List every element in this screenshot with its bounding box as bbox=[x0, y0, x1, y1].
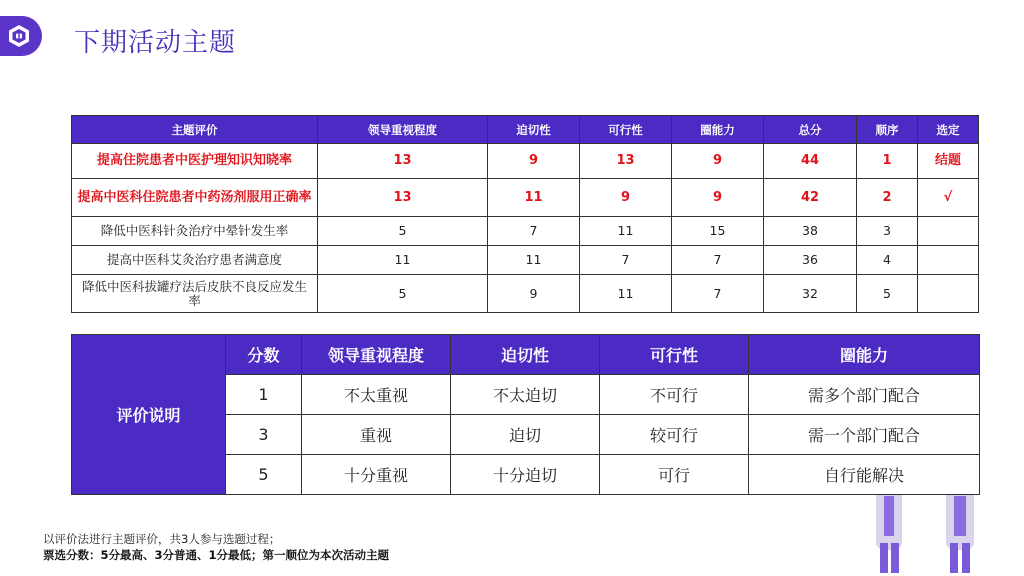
feasibility-score-cell: 11 bbox=[580, 217, 672, 246]
leadership-score-cell: 13 bbox=[318, 179, 488, 217]
column-header: 领导重视程度 bbox=[302, 335, 451, 375]
selected-cell: 结题 bbox=[918, 144, 979, 179]
topic-selection-table bbox=[71, 115, 979, 313]
urgency-score-cell: 9 bbox=[488, 275, 580, 313]
evaluation-description-label: 评价说明 bbox=[72, 335, 226, 495]
capability-score-cell: 15 bbox=[672, 217, 764, 246]
topic-name-cell: 提高住院患者中医护理知识知晓率 bbox=[72, 144, 318, 179]
table-row bbox=[72, 217, 979, 246]
feasibility-score-cell: 7 bbox=[580, 246, 672, 275]
selected-cell bbox=[918, 246, 979, 275]
capability-score-cell: 7 bbox=[672, 275, 764, 313]
column-header: 领导重视程度 bbox=[318, 116, 488, 144]
feasibility-score-cell: 13 bbox=[580, 144, 672, 179]
topic-name-cell: 提高中医科艾灸治疗患者满意度 bbox=[72, 246, 318, 275]
urgency-score-cell: 9 bbox=[488, 144, 580, 179]
table-row bbox=[72, 144, 979, 179]
column-header: 总分 bbox=[764, 116, 857, 144]
column-header: 迫切性 bbox=[488, 116, 580, 144]
table-row bbox=[72, 275, 979, 313]
order-cell: 5 bbox=[857, 275, 918, 313]
leadership-criteria-cell: 十分重视 bbox=[302, 455, 451, 495]
table-row bbox=[72, 179, 979, 217]
logo-badge bbox=[0, 16, 42, 56]
score-cell: 1 bbox=[226, 375, 302, 415]
leadership-score-cell: 13 bbox=[318, 144, 488, 179]
capability-score-cell: 9 bbox=[672, 144, 764, 179]
hexagon-logo-icon bbox=[8, 24, 30, 48]
feasibility-score-cell: 11 bbox=[580, 275, 672, 313]
capability-criteria-cell: 自行能解决 bbox=[749, 455, 980, 495]
topic-name-cell: 降低中医科拔罐疗法后皮肤不良反应发生率 bbox=[72, 275, 318, 313]
selected-cell bbox=[918, 217, 979, 246]
total-score-cell: 38 bbox=[764, 217, 857, 246]
order-cell: 2 bbox=[857, 179, 918, 217]
page-title: 下期活动主题 bbox=[74, 28, 237, 58]
column-header: 分数 bbox=[226, 335, 302, 375]
selected-cell bbox=[918, 275, 979, 313]
column-header: 主题评价 bbox=[72, 116, 318, 144]
feasibility-criteria-cell: 较可行 bbox=[600, 415, 749, 455]
leadership-score-cell: 11 bbox=[318, 246, 488, 275]
capability-criteria-cell: 需一个部门配合 bbox=[749, 415, 980, 455]
column-header: 顺序 bbox=[857, 116, 918, 144]
urgency-criteria-cell: 不太迫切 bbox=[451, 375, 600, 415]
order-cell: 4 bbox=[857, 246, 918, 275]
order-cell: 3 bbox=[857, 217, 918, 246]
leadership-criteria-cell: 重视 bbox=[302, 415, 451, 455]
leadership-score-cell: 5 bbox=[318, 275, 488, 313]
column-header: 可行性 bbox=[600, 335, 749, 375]
selected-cell: √ bbox=[918, 179, 979, 217]
capability-criteria-cell: 需多个部门配合 bbox=[749, 375, 980, 415]
column-header: 圈能力 bbox=[749, 335, 980, 375]
urgency-score-cell: 11 bbox=[488, 179, 580, 217]
column-header: 选定 bbox=[918, 116, 979, 144]
total-score-cell: 42 bbox=[764, 179, 857, 217]
scoring-criteria-table bbox=[71, 334, 980, 495]
urgency-criteria-cell: 十分迫切 bbox=[451, 455, 600, 495]
table-header-row bbox=[72, 335, 980, 375]
feasibility-criteria-cell: 可行 bbox=[600, 455, 749, 495]
score-cell: 5 bbox=[226, 455, 302, 495]
column-header: 可行性 bbox=[580, 116, 672, 144]
total-score-cell: 36 bbox=[764, 246, 857, 275]
urgency-score-cell: 7 bbox=[488, 217, 580, 246]
column-header: 迫切性 bbox=[451, 335, 600, 375]
leadership-criteria-cell: 不太重视 bbox=[302, 375, 451, 415]
column-header: 圈能力 bbox=[672, 116, 764, 144]
capability-score-cell: 9 bbox=[672, 179, 764, 217]
capability-score-cell: 7 bbox=[672, 246, 764, 275]
leadership-score-cell: 5 bbox=[318, 217, 488, 246]
feasibility-score-cell: 9 bbox=[580, 179, 672, 217]
order-cell: 1 bbox=[857, 144, 918, 179]
urgency-score-cell: 11 bbox=[488, 246, 580, 275]
topic-name-cell: 降低中医科针灸治疗中晕针发生率 bbox=[72, 217, 318, 246]
table-row bbox=[72, 246, 979, 275]
urgency-criteria-cell: 迫切 bbox=[451, 415, 600, 455]
total-score-cell: 44 bbox=[764, 144, 857, 179]
scoring-note: 票选分数：5分最高、3分普通、1分最低；第一顺位为本次活动主题 bbox=[43, 548, 390, 562]
total-score-cell: 32 bbox=[764, 275, 857, 313]
score-cell: 3 bbox=[226, 415, 302, 455]
table-header-row bbox=[72, 116, 979, 144]
topic-name-cell: 提高中医科住院患者中药汤剂服用正确率 bbox=[72, 179, 318, 217]
method-note: 以评价法进行主题评价，共3人参与选题过程； bbox=[43, 532, 281, 546]
feasibility-criteria-cell: 不可行 bbox=[600, 375, 749, 415]
